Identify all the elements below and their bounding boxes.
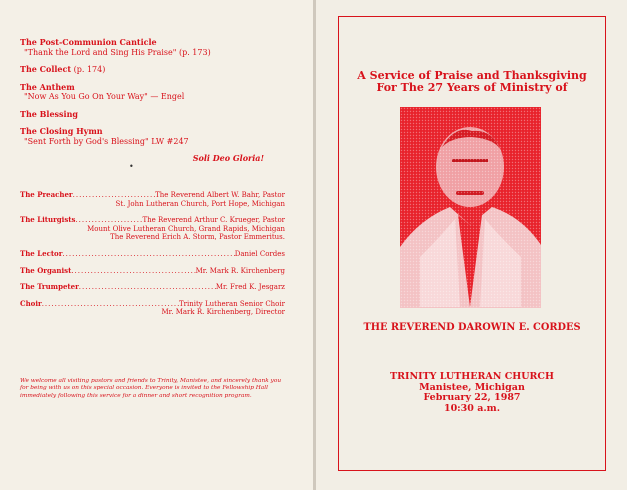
role-name: The Lector: [20, 248, 63, 258]
participant-trumpeter: [20, 283, 285, 292]
role-name: The Organist: [20, 265, 72, 275]
order-item-detail: "Thank the Lord and Sing His Praise" (p. 173): [24, 47, 211, 57]
service-title: [338, 70, 606, 94]
order-item-detail: "Now As You Go On Your Way" — Engel: [24, 92, 185, 101]
leader-dots: [75, 216, 142, 225]
pastor-name: THE REVEREND DAROWIN E. CORDES: [363, 322, 581, 333]
order-item: [20, 127, 300, 146]
role-person: The Reverend Arthur C. Krueger, Pastor: [142, 216, 285, 225]
leader-dots: [79, 283, 216, 292]
order-item: [20, 83, 300, 102]
order-item-detail: (p. 174): [73, 65, 106, 74]
order-item-title: The Closing Hymn: [20, 126, 103, 136]
role-person: Daniel Cordes: [234, 249, 285, 258]
role-person: Mr. Mark R. Kirchenberg: [195, 266, 285, 275]
role-extra: St. John Lutheran Church, Port Hope, Michigan: [115, 199, 285, 208]
role-person: The Reverend Albert W. Bahr, Pastor: [155, 191, 285, 199]
role-name: The Trumpeter: [20, 282, 79, 292]
leader-dots: [71, 267, 195, 276]
service-title-line-1: A Service of Praise and Thanksgiving: [357, 69, 587, 82]
role-extra: The Reverend Erich A. Storm, Pastor Emmeritus.: [110, 233, 285, 242]
benediction: Soli Deo Gloria!: [192, 153, 264, 163]
service-time: 10:30 a.m.: [443, 402, 501, 414]
participant-organist: [20, 267, 285, 276]
order-item-title: The Collect: [20, 64, 72, 74]
church-name: TRINITY LUTHERAN CHURCH: [390, 371, 554, 382]
order-item: [20, 65, 300, 75]
order-item-title: The Blessing: [20, 108, 78, 119]
leader-dots: [42, 300, 179, 309]
order-item: [20, 38, 300, 57]
role-extra: Mr. Mark R. Kirchenberg, Director: [161, 308, 285, 317]
role-name: Choir: [20, 298, 42, 308]
participant-preacher: [20, 191, 285, 208]
role-person: Trinity Lutheran Senior Choir: [178, 299, 285, 308]
order-item-title: The Post-Communion Canticle: [20, 37, 157, 47]
ink-mark: •: [129, 162, 134, 171]
role-extra: Mount Olive Lutheran Church, Grand Rapids, Michigan: [87, 224, 285, 233]
order-item-title: The Anthem: [20, 81, 75, 92]
church-location: Manistee, Michigan: [419, 381, 525, 393]
role-name: The Liturgists: [20, 215, 76, 225]
participants-list: [20, 191, 285, 325]
pastor-portrait: [400, 107, 541, 308]
welcome-note: We welcome all visiting pastors and friends to Trinity, Manistee, and sincerely thank you for being with us on this special occasion. Everyone is invited to the Fellowship Hall immediately following this service for a dinner and short recognition program.: [20, 378, 282, 399]
role-person: Mr. Fred K. Jesgarz: [215, 283, 285, 292]
service-title-line-2: For The 27 Years of Ministry of: [376, 81, 568, 94]
participant-choir: [20, 300, 285, 317]
order-item: [20, 110, 300, 120]
order-of-service: [20, 38, 300, 164]
center-fold: [313, 0, 316, 490]
service-date: February 22, 1987: [423, 392, 521, 403]
order-item-detail: "Sent Forth by God's Blessing" LW #247: [24, 136, 189, 146]
church-info: [338, 372, 606, 414]
leader-dots: [73, 191, 156, 200]
role-name: The Preacher: [20, 190, 73, 199]
participant-lector: [20, 250, 285, 259]
participant-liturgists: [20, 216, 285, 242]
leader-dots: [62, 250, 234, 259]
